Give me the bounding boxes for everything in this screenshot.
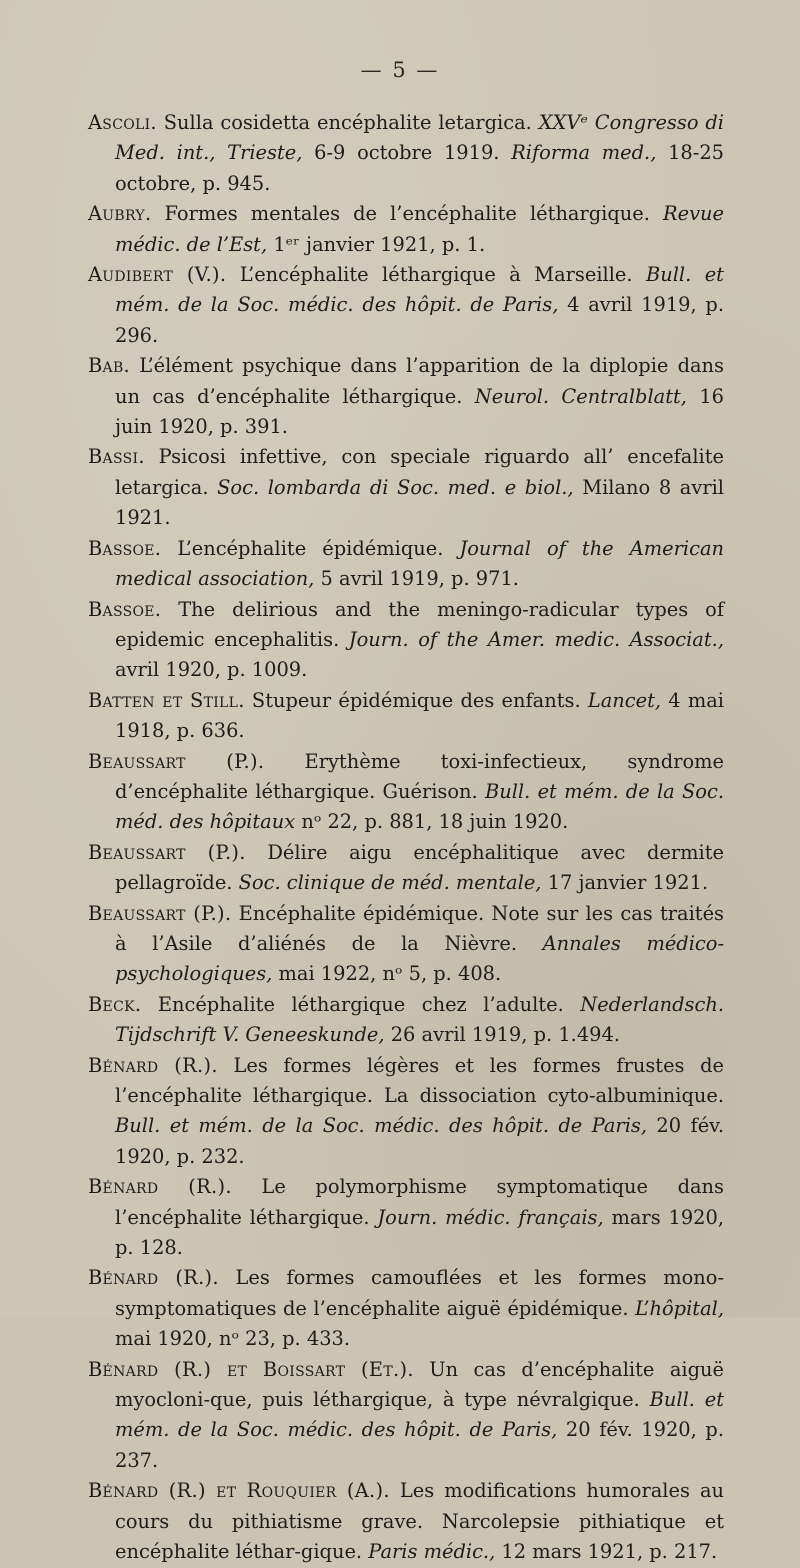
entry-title: Le polymorphisme symptomatique dans l’encéphalite léthargique. <box>115 1175 724 1229</box>
entry-author: Beaussart (P.). <box>88 749 265 773</box>
bibliography-entry <box>88 199 724 260</box>
entry-details: 17 janvier 1921. <box>541 871 709 895</box>
entry-title: L’élément psychique dans l’apparition de la diplopie dans un cas d’encéphalite léthargique. <box>115 354 724 408</box>
bibliography-entry <box>88 1263 724 1354</box>
entry-details: 6-9 octobre 1919. <box>302 141 512 165</box>
entry-author: Ascoli. <box>88 111 157 134</box>
entry-title: The delirious and the meningo-radicular types of epidemic encephalitis. <box>115 597 724 651</box>
entry-author: Bassi. <box>88 445 145 469</box>
bibliography-entry <box>88 990 724 1051</box>
bibliography-entry <box>88 686 724 747</box>
entry-details: 20 fév. 1920, p. 237. <box>115 1418 725 1472</box>
entry-author: Batten et Still. <box>88 688 245 712</box>
entry-details: 4 mai 1918, p. 636. <box>115 688 724 743</box>
entry-details: Milano 8 avril 1921. <box>115 475 724 530</box>
entry-details: 1ᵉʳ janvier 1921, p. 1. <box>267 232 486 256</box>
entry-author: Bab. <box>88 354 131 378</box>
entry-journal: Bull. et mém. de la Soc. médic. des hôpit. de Paris, <box>115 263 724 317</box>
entry-journal: Annales médico-psychologiques, <box>115 931 725 986</box>
entry-author: Bassoe. <box>88 536 162 560</box>
entry-author: Bassoe. <box>88 597 162 621</box>
entry-author: Bénard (R.). <box>88 1175 232 1199</box>
entry-details: 5 avril 1919, p. 971. <box>314 567 519 591</box>
page-number: — 5 — <box>360 58 440 82</box>
entry-author: Bénard (R.). <box>88 1053 218 1077</box>
entry-title: L’encéphalite épidémique. <box>161 536 460 560</box>
entry-title: Formes mentales de l’encéphalite léthargique. <box>151 202 663 226</box>
bibliography-entry <box>88 1355 724 1477</box>
entry-details: 12 mars 1921, p. 217. <box>495 1540 718 1564</box>
bibliography-entry <box>88 442 724 533</box>
entry-author: Audibert (V.). <box>88 263 227 287</box>
entry-journal-secondary: Riforma med., <box>511 141 657 165</box>
entry-journal: Bull. et mém. de la Soc. médic. des hôpit. de Paris, <box>115 1114 648 1138</box>
entry-journal: Revue médic. de l’Est, <box>115 202 724 256</box>
entry-title: L’encéphalite léthargique à Marseille. <box>226 263 646 287</box>
entry-author: Bénard (R.) et Boissart (Et.). <box>88 1357 414 1381</box>
entry-journal: Paris médic., <box>368 1540 496 1564</box>
entry-journal: XXVᵉ Congresso di Med. int., Trieste, <box>115 111 725 165</box>
entry-journal: Bull. et mém. de la Soc. méd. des hôpitaux <box>115 779 724 834</box>
entry-title: Encéphalite léthargique chez l’adulte. <box>141 992 581 1016</box>
entry-details: 20 fév. 1920, p. 232. <box>115 1114 724 1168</box>
entry-details: 16 juin 1920, p. 391. <box>115 384 725 439</box>
entry-author: Bénard (R.) et Rouquier (A.). <box>88 1479 390 1503</box>
entry-details: mai 1922, nᵒ 5, p. 408. <box>272 962 502 986</box>
bibliography-entry <box>88 1051 724 1173</box>
entry-details: 4 avril 1919, p. 296. <box>115 293 724 347</box>
entry-journal: Lancet, <box>587 688 662 712</box>
entry-author: Beaussart (P.). <box>88 901 232 925</box>
entry-author: Bénard (R.). <box>88 1266 219 1290</box>
bibliography-entry <box>88 899 724 990</box>
entry-author: Beck. <box>88 992 142 1016</box>
entry-journal: Soc. lombarda di Soc. med. e biol., <box>217 475 574 499</box>
entry-journal: Journ. of the Amer. medic. Associat., <box>348 627 724 651</box>
bibliography-entry <box>88 747 724 838</box>
entry-details: mai 1920, nᵒ 23, p. 433. <box>115 1327 351 1351</box>
bibliography-list <box>88 108 724 1568</box>
entry-title: Stupeur épidémique des enfants. <box>244 688 588 712</box>
entry-journal: Bull. et mém. de la Soc. médic. des hôpit. de Paris, <box>115 1388 724 1442</box>
entry-details: nᵒ 22, p. 881, 18 juin 1920. <box>295 810 569 834</box>
entry-journal: Soc. clinique de méd. mentale, <box>238 871 542 895</box>
entry-author: Beaussart (P.). <box>88 840 246 864</box>
bibliography-entry <box>88 260 724 351</box>
entry-title: Les formes camouflées et les formes mono-symptomatiques de l’encéphalite aiguë épidémique. <box>115 1266 724 1320</box>
entry-title: Les formes légères et les formes frustes de l’encéphalite léthargique. La dissociation cyto-albuminique. <box>115 1053 724 1107</box>
entry-details: 26 avril 1919, p. 1.494. <box>384 1023 620 1047</box>
entry-journal: Neurol. Centralblatt, <box>474 384 687 408</box>
bibliography-entry <box>88 1476 724 1567</box>
entry-title: Les modifications humorales au cours du pithiatisme grave. Narcolepsie pithiatique et encéphalite léthar-gique. <box>115 1479 725 1564</box>
entry-journal: Journal of the American medical association, <box>115 536 724 591</box>
entry-title: Sulla cosidetta encéphalite letargica. <box>156 111 539 134</box>
entry-journal: Nederlandsch. Tijdschrift V. Geneeskunde, <box>115 992 724 1047</box>
entry-details: mars 1920, p. 128. <box>115 1205 724 1260</box>
entry-title: Psicosi infettive, con speciale riguardo all’ encefalite letargica. <box>115 445 724 499</box>
entry-journal: Journ. médic. français, <box>377 1205 604 1229</box>
entry-title: Un cas d’encéphalite aiguë myocloni-que, puis léthargique, à type névralgique. <box>115 1357 724 1412</box>
bibliography-entry <box>88 351 724 442</box>
entry-title: Encéphalite épidémique. Note sur les cas traités à l’Asile d’aliénés de la Nièvre. <box>115 901 725 955</box>
bibliography-entry <box>88 534 724 595</box>
entry-author: Aubry. <box>88 202 152 226</box>
entry-title: Erythème toxi-infectieux, syndrome d’encéphalite léthargique. Guérison. <box>115 749 724 803</box>
bibliography-entry <box>88 108 724 199</box>
entry-journal: L’hôpital, <box>635 1296 724 1320</box>
entry-title: Délire aigu encéphalitique avec dermite pellagroïde. <box>115 840 724 895</box>
bibliography-entry <box>88 838 724 899</box>
bibliography-entry <box>88 1172 724 1263</box>
entry-details: avril 1920, p. 1009. <box>115 658 308 682</box>
bibliography-entry <box>88 595 724 686</box>
entry-details-secondary: 18-25 octobre, p. 945. <box>115 141 724 195</box>
